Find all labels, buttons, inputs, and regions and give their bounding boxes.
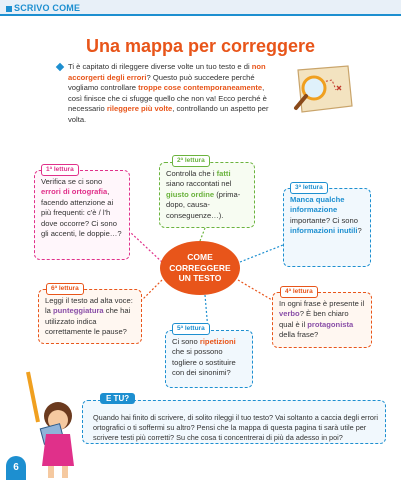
reading-3-highlight-1: Manca qualche informazione [290,195,345,215]
reading-2-highlight-1: fatti [216,169,231,178]
reading-box-3 [283,188,371,267]
center-topic [160,241,240,295]
intro-text-4: , controllando un aspetto per volta. [68,104,269,124]
reading-2-text-c: (prima-dopo, causa-conseguenze…). [166,189,241,220]
reading-box-1 [34,170,130,260]
reading-box-4 [272,292,372,348]
reading-5-text-b: che si possono togliere o sostituire con dei sinonimi? [172,347,236,378]
etu-label: E TU? [100,393,135,404]
reading-2-text-a: Controlla che i [166,169,217,178]
reading-4-text-a: In ogni frase è presente il [279,299,365,308]
reading-label-3: 3ª lettura [290,182,328,194]
reading-box-5 [165,330,253,388]
reading-label-2: 2ª lettura [172,155,210,167]
reading-4-text-c: della frase? [279,330,319,340]
reading-1-text-b: , facendo attenzione ai più frequenti: c'è / l'h dove occorre? Ci sono gli accenti, le doppie…? [41,187,122,239]
center-line-3: UN TESTO [178,273,222,284]
etu-box [82,400,386,444]
reading-4-highlight-1: verbo [279,309,300,319]
reading-label-6: 6ª lettura [46,283,84,295]
intro-text-3: , così finisce che ci sfugge quello che non va! Ecco perché è necessario [68,83,267,114]
reading-label-1: 1ª lettura [41,164,79,176]
reading-6-text-a: Leggi il testo ad alta voce: la [45,296,133,316]
reading-6-highlight: punteggiatura [53,306,104,316]
reading-box-2 [159,162,255,228]
etu-text: Quando hai finito di scrivere, di solito rileggi il tuo testo? Vai soltanto a caccia degli errori ortografici o ti soffermi su altro? Pensi che la mappa di questa pagina ti sarà utile per scrivere testi più corretti? Su che cosa ti concentrerai di più da adesso in poi? [93,413,378,442]
reading-4-text-b: ? È ben chiaro qual è il [279,309,349,329]
reading-1-text-a: Verifica se ci sono [41,177,103,186]
intro-highlight-1: non accorgerti degli errori [68,62,266,82]
intro-highlight-3: rileggere più volte [106,104,173,114]
reading-5-text-a: Ci sono [172,337,200,346]
section-label-text: SCRIVO COME [14,3,81,13]
reading-box-6 [38,289,142,344]
reading-label-5: 5ª lettura [172,323,210,335]
reading-1-highlight: errori di ortografia [41,187,108,197]
reading-3-text-b: ? [357,226,362,236]
page-number: 6 [6,456,26,480]
reading-4-highlight-2: protagonista [307,319,354,329]
intro-highlight-2: troppe cose contemporaneamente [138,83,263,93]
reading-2-text-b: siano raccontati nel [166,179,232,189]
reading-5-highlight: ripetizioni [199,337,236,346]
reading-2-highlight-2: giusto ordine [166,189,215,199]
page-title: Una mappa per correggere [85,36,316,56]
center-line-1: COME [187,252,213,263]
reading-6-text-b: che hai utilizzato indica correttamente le pause? [45,306,131,337]
reading-3-text-a: importante? Ci sono [290,215,358,225]
reading-3-highlight-2: informazioni inutili [290,226,358,236]
reading-label-4: 4ª lettura [280,286,318,298]
intro-text-2: ? Questo può succedere perché vogliamo controllare [68,72,255,93]
center-line-2: CORREGGERE [169,262,231,273]
intro-text-1: Ti è capitato di rileggere diverse volte un tuo testo e di [68,62,252,71]
